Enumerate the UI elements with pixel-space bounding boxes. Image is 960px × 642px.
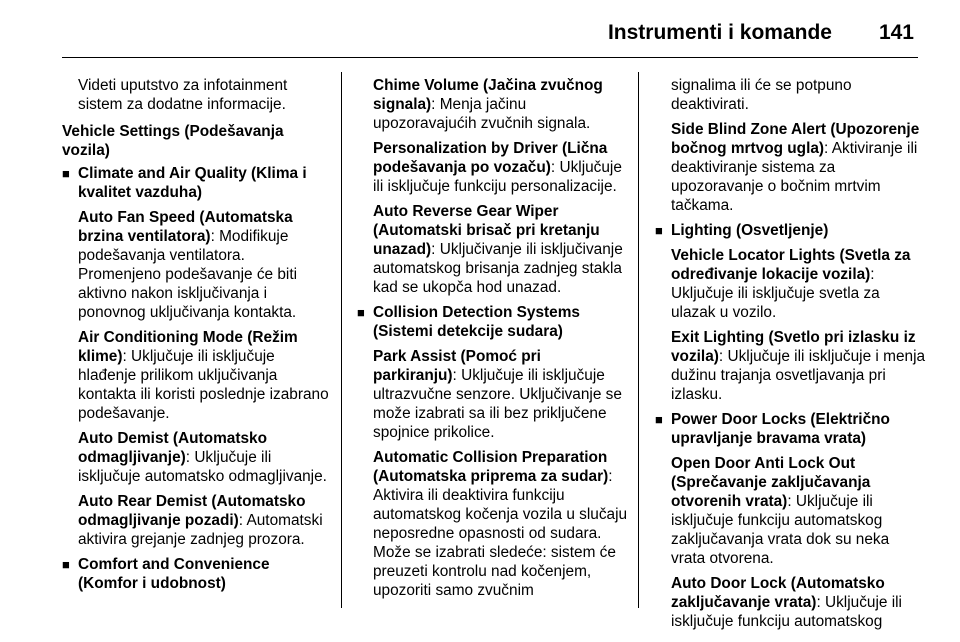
setting-entry	[357, 76, 629, 133]
setting-description: : Aktiviranje ili deaktiviranje sistema za upozoravanje o bočnim mrtvim tačkama.	[671, 140, 918, 214]
setting-entry	[62, 328, 332, 423]
setting-entry	[357, 139, 629, 196]
setting-description: : Automatski aktivira grejanje zadnjeg prozora.	[78, 512, 323, 548]
setting-description: : Modifikuje podešavanja ventilatora. Promenjeno podešavanje će biti aktivno nakon isključivanja i ponovnog uključivanja kontakta.	[78, 228, 298, 321]
setting-term: Auto Reverse Gear Wiper (Automatski brisač pri kretanju unazad)	[373, 203, 600, 258]
header-rule	[62, 57, 918, 58]
bullet-square-icon: ■	[62, 166, 70, 181]
setting-term: Vehicle Locator Lights (Svetla za određivanje lokacije vozila)	[671, 247, 911, 283]
setting-entry	[655, 120, 927, 215]
setting-description: : Uključuje ili isključuje ultrazvučne senzore. Uključivanje se može izabrati sa ili bez priključene spojnice prikolice.	[373, 367, 622, 441]
continued-paragraph: signalima ili će se potpuno deaktivirati.	[671, 77, 852, 113]
bullet-item	[62, 555, 332, 593]
setting-description: : Menja jačinu upozoravajućih zvučnih signala.	[373, 96, 591, 132]
setting-description: : Uključuje ili isključuje automatsko odmagljivanje.	[78, 449, 327, 485]
setting-term: Auto Fan Speed (Automatska brzina ventilatora)	[78, 209, 293, 245]
bullet-label: Collision Detection Systems (Sistemi detekcije sudara)	[373, 304, 580, 340]
setting-entry	[62, 429, 332, 486]
bullet-label: Comfort and Convenience (Komfor i udobnost)	[78, 556, 270, 592]
setting-description: : Uključuje ili isključuje funkciju personalizacije.	[373, 159, 622, 195]
bullet-square-icon: ■	[655, 223, 663, 238]
page-number: 141	[878, 21, 914, 44]
bullet-item	[357, 303, 629, 341]
setting-term: Open Door Anti Lock Out (Sprečavanje zaključavanja otvorenih vrata)	[671, 455, 871, 510]
setting-term: Park Assist (Pomoć pri parkiranju)	[373, 348, 541, 384]
setting-entry	[655, 574, 927, 631]
bullet-square-icon: ■	[655, 412, 663, 427]
setting-term: Side Blind Zone Alert (Upozorenje bočnog mrtvog ugla)	[671, 121, 920, 157]
setting-term: Auto Demist (Automatsko odmagljivanje)	[78, 430, 267, 466]
page-header	[0, 0, 960, 62]
setting-description: : Uključivanje ili isključivanje automatskog brisanja zadnjeg stakla kad se ukopča hod unazad.	[373, 241, 623, 296]
setting-term: Auto Door Lock (Automatsko zaključavanje vrata)	[671, 575, 885, 611]
setting-entry	[62, 492, 332, 549]
bullet-item	[62, 164, 332, 202]
intro-paragraph: Videti uputstvo za infotainment sistem za dodatne informacije.	[78, 77, 288, 113]
column-1	[62, 76, 332, 612]
bullet-label: Lighting (Osvetljenje)	[671, 222, 829, 239]
setting-term: Auto Rear Demist (Automatsko odmagljivanje pozadi)	[78, 493, 306, 529]
bullet-square-icon: ■	[62, 557, 70, 572]
bullet-label: Power Door Locks (Električno upravljanje bravama vrata)	[671, 411, 890, 447]
setting-entry	[655, 454, 927, 568]
setting-term: Personalization by Driver (Lična podešavanja po vozaču)	[373, 140, 608, 176]
setting-entry	[357, 202, 629, 297]
setting-description: : Uključuje ili isključuje svetla za ulazak u vozilo.	[671, 266, 880, 321]
bullet-item	[655, 221, 927, 240]
setting-description: : Uključuje ili isključuje funkciju automatskog zaključavanja vrata dok su neka vrata otvorena.	[671, 493, 890, 567]
setting-term: Automatic Collision Preparation (Automatska priprema za sudar)	[373, 449, 609, 485]
column-2	[357, 76, 629, 612]
column-divider	[341, 72, 342, 608]
setting-entry	[655, 328, 927, 404]
setting-entry	[62, 208, 332, 322]
bullet-square-icon: ■	[357, 305, 365, 320]
setting-description: : Uključuje ili isključuje hlađenje prilikom uključivanja kontakta ili koristi poslednje izabrano podešavanje.	[78, 348, 329, 422]
setting-term: Chime Volume (Jačina zvučnog signala)	[373, 77, 603, 113]
setting-description: : Uključuje ili isključuje i menja dužinu trajanja osvetljavanja pri izlasku.	[671, 348, 926, 403]
setting-description: : Aktivira ili deaktivira funkciju automatskog kočenja vozila u slučaju neposredne opasnosti od sudara. Može se izabrati sledeće: sistem će preuzeti kontrolu nad kočenjem, upozoriti samo zvučnim	[373, 468, 628, 599]
setting-term: Exit Lighting (Svetlo pri izlasku iz vozila)	[671, 329, 916, 365]
column-divider	[638, 72, 639, 608]
setting-term: Air Conditioning Mode (Režim klime)	[78, 329, 298, 365]
page-title: Instrumenti i komande	[607, 21, 832, 44]
bullet-label: Climate and Air Quality (Klima i kvalitet vazduha)	[78, 165, 307, 201]
setting-description: : Uključuje ili isključuje funkciju automatskog	[671, 594, 902, 630]
column-3	[655, 76, 927, 630]
setting-entry	[357, 347, 629, 442]
setting-entry	[655, 246, 927, 322]
section-heading: Vehicle Settings (Podešavanja vozila)	[62, 123, 284, 159]
setting-entry	[357, 448, 629, 600]
bullet-item	[655, 410, 927, 448]
